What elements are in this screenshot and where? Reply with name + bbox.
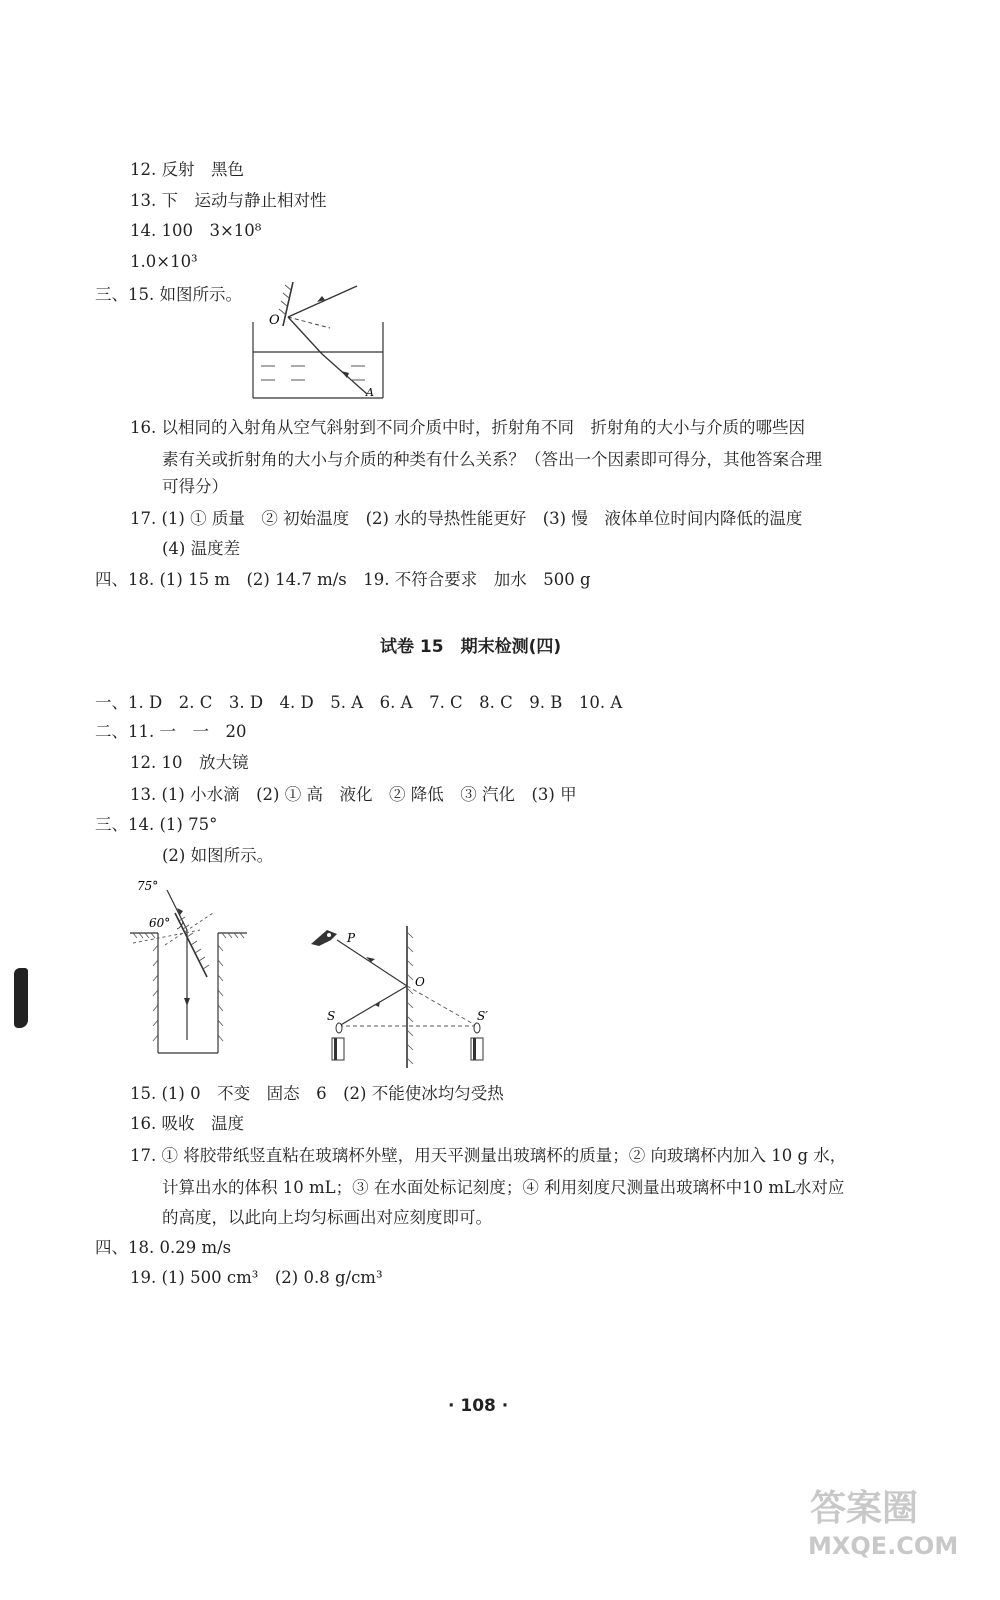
answer-line: (4) 温度差	[162, 539, 241, 558]
answer-line: 素有关或折射角的大小与介质的种类有什么关系？（答出一个因素即可得分，其他答案合理	[162, 450, 822, 469]
plane-mirror-figure	[305, 918, 505, 1068]
refraction-figure	[245, 282, 390, 404]
answer-line: 一、1. D 2. C 3. D 4. D 5. A 6. A 7. C 8. C 9. B 10. A	[95, 693, 623, 712]
answer-line: 17. ① 将胶带纸竖直粘在玻璃杯外壁，用天平测量出玻璃杯的质量；② 向玻璃杯内加入 10 g 水，	[130, 1146, 847, 1165]
answer-line: 17. (1) ① 质量 ② 初始温度 (2) 水的导热性能更好 (3) 慢 液体单位时间内降低的温度	[130, 509, 803, 528]
answer-line: (2) 如图所示。	[162, 846, 274, 865]
label-o: O	[269, 313, 280, 328]
label-s: S	[327, 1009, 336, 1023]
answer-line: 16. 吸收 温度	[130, 1114, 244, 1133]
section-title: 试卷 15 期末检测(四)	[380, 637, 562, 657]
angle-75-label: 75°	[137, 879, 159, 893]
answer-line: 19. (1) 500 cm³ (2) 0.8 g/cm³	[130, 1268, 383, 1287]
answer-line: 可得分）	[162, 477, 228, 496]
label-p: P	[347, 931, 356, 945]
label-o: O	[415, 975, 425, 989]
watermark-logo: 答案圈	[810, 1488, 919, 1529]
well-mirror-figure	[125, 875, 255, 1060]
answer-line: 13. (1) 小水滴 (2) ① 高 液化 ② 降低 ③ 汽化 (3) 甲	[130, 785, 577, 804]
scan-mark	[14, 968, 28, 1028]
answer-line: 14. 100 3×10⁸	[130, 221, 262, 240]
label-a: A	[366, 386, 374, 399]
answer-line: 二、11. 一 一 20	[95, 722, 247, 741]
answer-line: 12. 反射 黑色	[130, 160, 244, 179]
answer-line: 13. 下 运动与静止相对性	[130, 191, 327, 210]
answer-line: 四、18. 0.29 m/s	[95, 1238, 232, 1257]
answer-line: 三、15. 如图所示。	[95, 285, 242, 304]
answer-line: 16. 以相同的入射角从空气斜射到不同介质中时，折射角不同 折射角的大小与介质的哪些因	[130, 418, 805, 437]
answer-line: 四、18. (1) 15 m (2) 14.7 m/s 19. 不符合要求 加水 500 g	[95, 570, 591, 589]
answer-line: 15. (1) 0 不变 固态 6 (2) 不能使冰均匀受热	[130, 1084, 504, 1103]
answer-line: 12. 10 放大镜	[130, 753, 249, 772]
answer-line: 的高度，以此向上均匀标画出对应刻度即可。	[162, 1208, 492, 1227]
answer-line: 1.0×10³	[130, 252, 198, 271]
answer-line: 计算出水的体积 10 mL；③ 在水面处标记刻度；④ 利用刻度尺测量出玻璃杯中10 mL水对应	[162, 1178, 845, 1197]
answer-line: 三、14. (1) 75°	[95, 815, 218, 834]
label-s-prime: S′	[477, 1009, 488, 1023]
page-number: · 108 ·	[448, 1396, 509, 1416]
watermark-site: MXQE.COM	[808, 1532, 959, 1560]
angle-60-label: 60°	[149, 916, 171, 930]
